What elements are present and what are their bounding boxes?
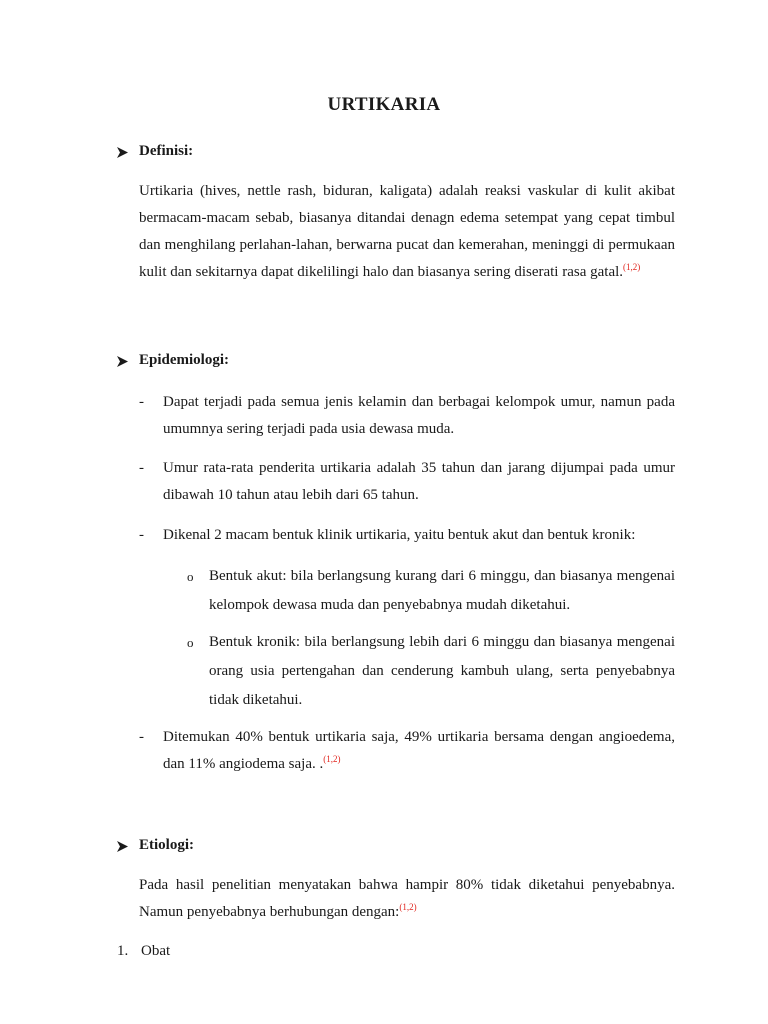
list-item-text: Umur rata-rata penderita urtikaria adalah 35 tahun dan jarang dijumpai pada umur dibawah 10 tahun atau lebih dari 65 tahun. [163, 460, 675, 503]
reference-marker: (1,2) [323, 754, 341, 764]
list-item [139, 522, 675, 549]
list-item-text: Dikenal 2 macam bentuk klinik urtikaria, yaitu bentuk akut dan bentuk kronik: [163, 527, 636, 543]
dash-bullet: - [139, 460, 144, 476]
list-item-text [163, 724, 675, 778]
circle-bullet: o [187, 569, 194, 584]
sub-list-item [187, 562, 675, 620]
arrowhead-bullet-icon [117, 147, 127, 157]
section-heading-etiologi [117, 837, 194, 854]
dash-bullet: - [139, 394, 144, 410]
dash-bullet: - [139, 527, 144, 543]
list-item [139, 455, 675, 509]
list-number: 1. [117, 943, 129, 959]
circle-bullet: o [187, 635, 194, 650]
arrowhead-bullet-icon [117, 841, 127, 851]
section-heading-label: Epidemiologi: [139, 352, 230, 368]
numbered-list-item-text: Obat [141, 943, 171, 959]
list-item-text-body: Ditemukan 40% bentuk urtikaria saja, 49% urtikaria bersama dengan angioedema, dan 11% angiodema saja. . [163, 729, 675, 772]
definisi-text: Urtikaria (hives, nettle rash, biduran, kaligata) adalah reaksi vaskular di kulit akibat bermacam-macam sebab, biasanya ditandai denagn edema setempat yang cepat timbul dan menghilang perlahan-lahan, berwarna pucat dan kemerahan, meninggi di permukaan kulit dan sekitarnya dapat dikelilingi halo dan biasanya sering diserati rasa gatal. [139, 183, 675, 280]
reference-marker: (1,2) [623, 262, 641, 272]
sub-list-item-text: Bentuk akut: bila berlangsung kurang dari 6 minggu, dan biasanya mengenai kelompok dewasa muda dan penyebabnya mudah diketahui. [209, 568, 675, 613]
section-heading-epidemiologi [117, 352, 229, 369]
dash-bullet: - [139, 729, 144, 745]
numbered-list-item [117, 938, 170, 965]
etiologi-paragraph [139, 872, 675, 926]
list-item [139, 724, 675, 778]
definisi-paragraph [139, 178, 675, 286]
list-item [139, 389, 675, 443]
section-heading-definisi [117, 143, 193, 160]
reference-marker: (1,2) [399, 902, 417, 912]
section-heading-label: Definisi: [139, 143, 194, 159]
sub-list-item [187, 628, 675, 715]
page-title: URTIKARIA [327, 94, 441, 115]
section-heading-label: Etiologi: [139, 837, 194, 853]
sub-list-item-text: Bentuk kronik: bila berlangsung lebih dari 6 minggu dan biasanya mengenai orang usia pertengahan dan cenderung kambuh ulang, serta penyebabnya tidak diketahui. [209, 634, 675, 708]
list-item-text: Dapat terjadi pada semua jenis kelamin dan berbagai kelompok umur, namun pada umumnya sering terjadi pada usia dewasa muda. [163, 394, 675, 437]
arrowhead-bullet-icon [117, 356, 127, 366]
etiologi-text: Pada hasil penelitian menyatakan bahwa hampir 80% tidak diketahui penyebabnya. Namun penyebabnya berhubungan dengan: [139, 877, 675, 920]
